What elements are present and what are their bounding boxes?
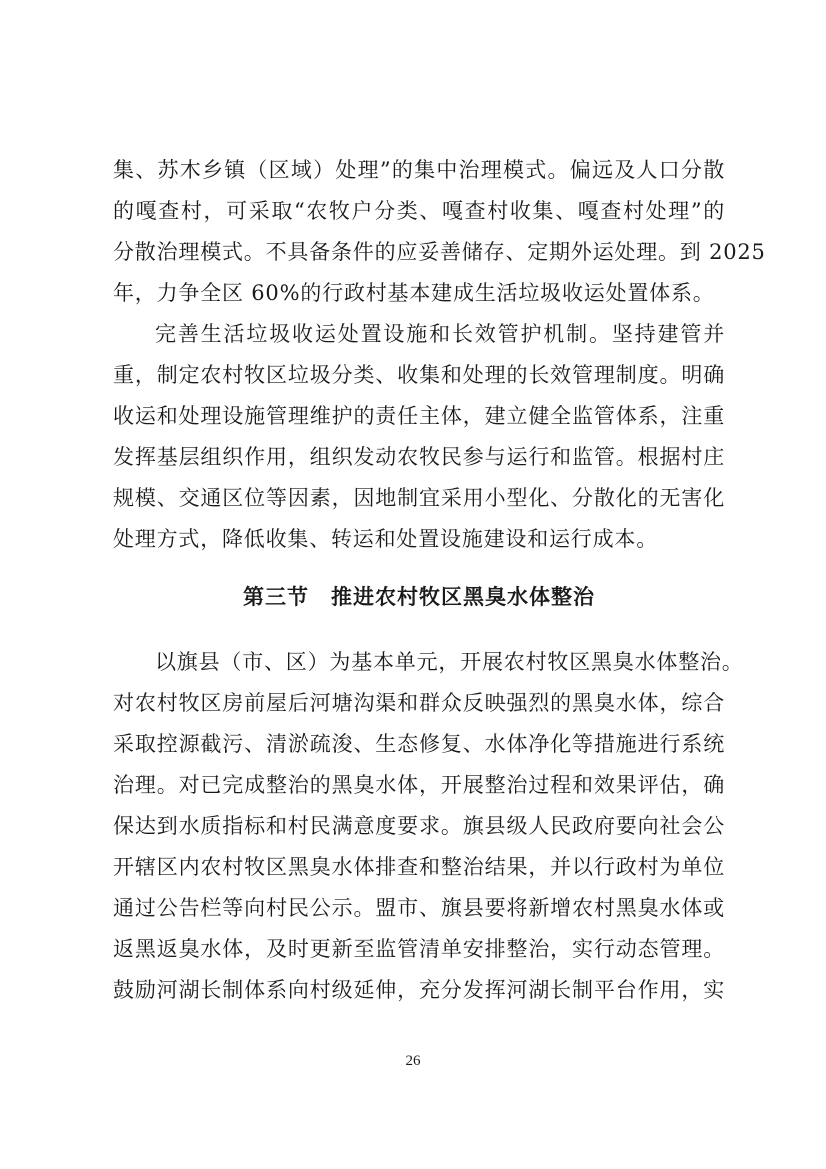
paragraph-line: 保达到水质指标和村民满意度要求。旗县级人民政府要向社会公	[113, 814, 725, 838]
paragraph-line: 对农村牧区房前屋后河塘沟渠和群众反映强烈的黑臭水体，综合	[113, 691, 725, 715]
page-number: 26	[405, 1053, 421, 1069]
paragraph-line: 以旗县（市、区）为基本单元，开展农村牧区黑臭水体整治。	[155, 650, 744, 674]
paragraph-1	[113, 150, 766, 314]
paragraph-line: 收运和处理设施管理维护的责任主体，建立健全监管体系，注重	[113, 404, 725, 428]
paragraph-line: 年，力争全区 60%的行政村基本建成生活垃圾收运处置体系。	[113, 281, 715, 305]
paragraph-line: 通过公告栏等向村民公示。盟市、旗县要将新增农村黑臭水体或	[113, 896, 725, 920]
paragraph-line: 开辖区内农村牧区黑臭水体排查和整治结果，并以行政村为单位	[113, 855, 725, 879]
paragraph-line: 处理方式，降低收集、转运和处置设施建设和运行成本。	[113, 527, 658, 551]
paragraph-line: 发挥基层组织作用，组织发动农牧民参与运行和监管。根据村庄	[113, 445, 725, 469]
paragraph-line: 规模、交通区位等因素，因地制宜采用小型化、分散化的无害化	[113, 486, 725, 510]
paragraph-line: 重，制定农村牧区垃圾分类、收集和处理的长效管理制度。明确	[113, 363, 725, 387]
paragraph-line: 的嘎查村，可采取“农牧户分类、嘎查村收集、嘎查村处理”的	[113, 199, 725, 223]
paragraph-2	[113, 314, 725, 560]
section-heading: 第三节 推进农村牧区黑臭水体整治	[243, 585, 595, 609]
paragraph-line: 鼓励河湖长制体系向村级延伸，充分发挥河湖长制平台作用，实	[113, 978, 725, 1002]
paragraph-line: 分散治理模式。不具备条件的应妥善储存、定期外运处理。到 2025	[113, 240, 766, 264]
paragraph-line: 返黑返臭水体，及时更新至监管清单安排整治，实行动态管理。	[113, 937, 725, 961]
paragraph-line: 集、苏木乡镇（区域）处理”的集中治理模式。偏远及人口分散	[113, 158, 725, 182]
paragraph-3	[113, 642, 744, 1011]
paragraph-line: 完善生活垃圾收运处置设施和长效管护机制。坚持建管并	[155, 322, 725, 346]
paragraph-line: 治理。对已完成整治的黑臭水体，开展整治过程和效果评估，确	[113, 773, 725, 797]
paragraph-line: 采取控源截污、清淤疏浚、生态修复、水体净化等措施进行系统	[113, 732, 725, 756]
